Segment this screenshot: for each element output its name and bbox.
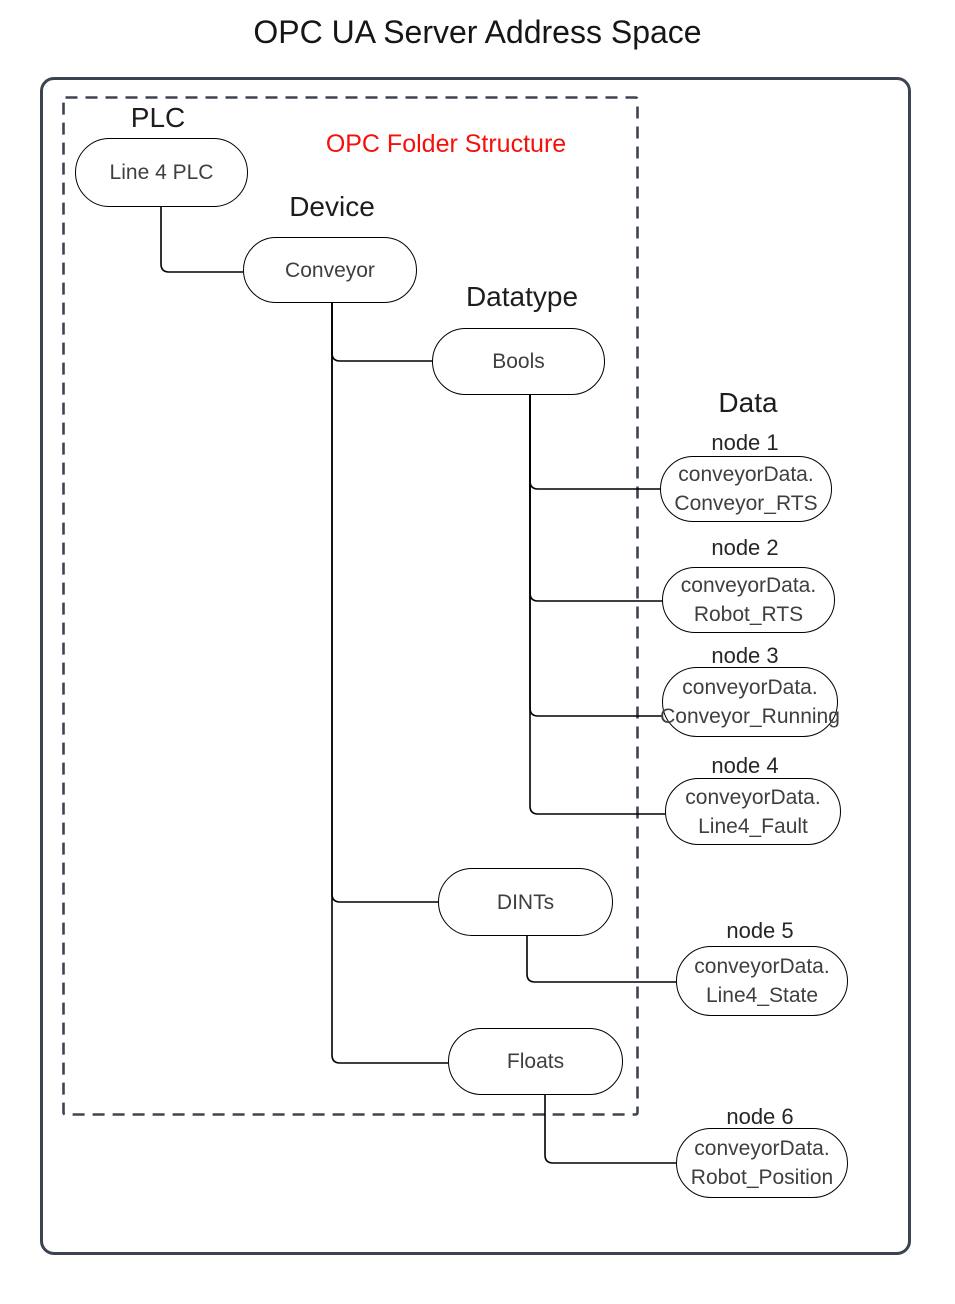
- node-dints-label: DINTs: [496, 890, 555, 914]
- node-conveyor: [243, 237, 417, 303]
- data-node-robot-rts: [662, 567, 835, 633]
- data-node-conveyor-running: [662, 667, 838, 737]
- data-node-line4-fault: [665, 778, 841, 845]
- label-node-2: node 2: [711, 535, 779, 560]
- header-device: Device: [289, 191, 375, 222]
- data-node-text: conveyorData.: [694, 955, 830, 978]
- label-opc-folder-structure: OPC Folder Structure: [325, 130, 567, 158]
- connector-conveyor-to-dints: [332, 303, 438, 902]
- connector-bools-to-node2: [530, 395, 663, 601]
- node-bools-label: Bools: [492, 350, 545, 373]
- node-line4-plc: [75, 138, 248, 207]
- data-node-robot-position: [676, 1128, 848, 1198]
- connector-bools-to-node1: [530, 395, 661, 489]
- data-node-text: Conveyor_RTS: [674, 492, 818, 515]
- diagram-title: OPC UA Server Address Space: [253, 14, 702, 50]
- data-node-line4-state: [676, 946, 848, 1016]
- connector-floats-to-node6: [545, 1095, 676, 1163]
- connector-conveyor-to-bools: [332, 303, 432, 361]
- node-bools: [432, 328, 605, 395]
- data-node-text: conveyorData.: [680, 574, 817, 597]
- label-node-6: node 6: [726, 1104, 794, 1129]
- node-floats: [448, 1028, 623, 1095]
- node-line4-plc-label: Line 4 PLC: [109, 161, 214, 184]
- connector-dints-to-node5: [527, 936, 676, 982]
- connector-plc-to-conveyor: [161, 207, 243, 272]
- data-node-text: conveyorData.: [694, 1137, 830, 1160]
- data-node-text: Robot_RTS: [693, 603, 804, 626]
- connector-bools-to-node4: [530, 395, 665, 814]
- node-conveyor-label: Conveyor: [285, 258, 375, 282]
- label-node-4: node 4: [711, 753, 779, 778]
- header-data: Data: [718, 387, 778, 418]
- data-node-text: conveyorData.: [678, 463, 814, 486]
- data-node-text: Robot_Position: [690, 1166, 834, 1189]
- connector-conveyor-to-floats: [332, 303, 448, 1063]
- label-node-1: node 1: [711, 430, 779, 455]
- data-node-conveyor-rts: [660, 456, 832, 522]
- node-floats-label: Floats: [506, 1050, 565, 1073]
- data-node-text: Line4_State: [705, 984, 819, 1007]
- data-node-text: conveyorData.: [685, 785, 821, 809]
- label-node-3: node 3: [711, 643, 779, 668]
- node-dints: [438, 868, 613, 936]
- data-node-text: conveyorData.: [682, 676, 818, 699]
- data-node-text: Line4_Fault: [698, 814, 808, 838]
- data-node-text: Conveyor_Running: [660, 705, 840, 728]
- label-node-5: node 5: [726, 918, 794, 943]
- connector-bools-to-node3: [530, 395, 663, 716]
- header-plc: PLC: [130, 102, 186, 133]
- header-datatype: Datatype: [465, 281, 579, 312]
